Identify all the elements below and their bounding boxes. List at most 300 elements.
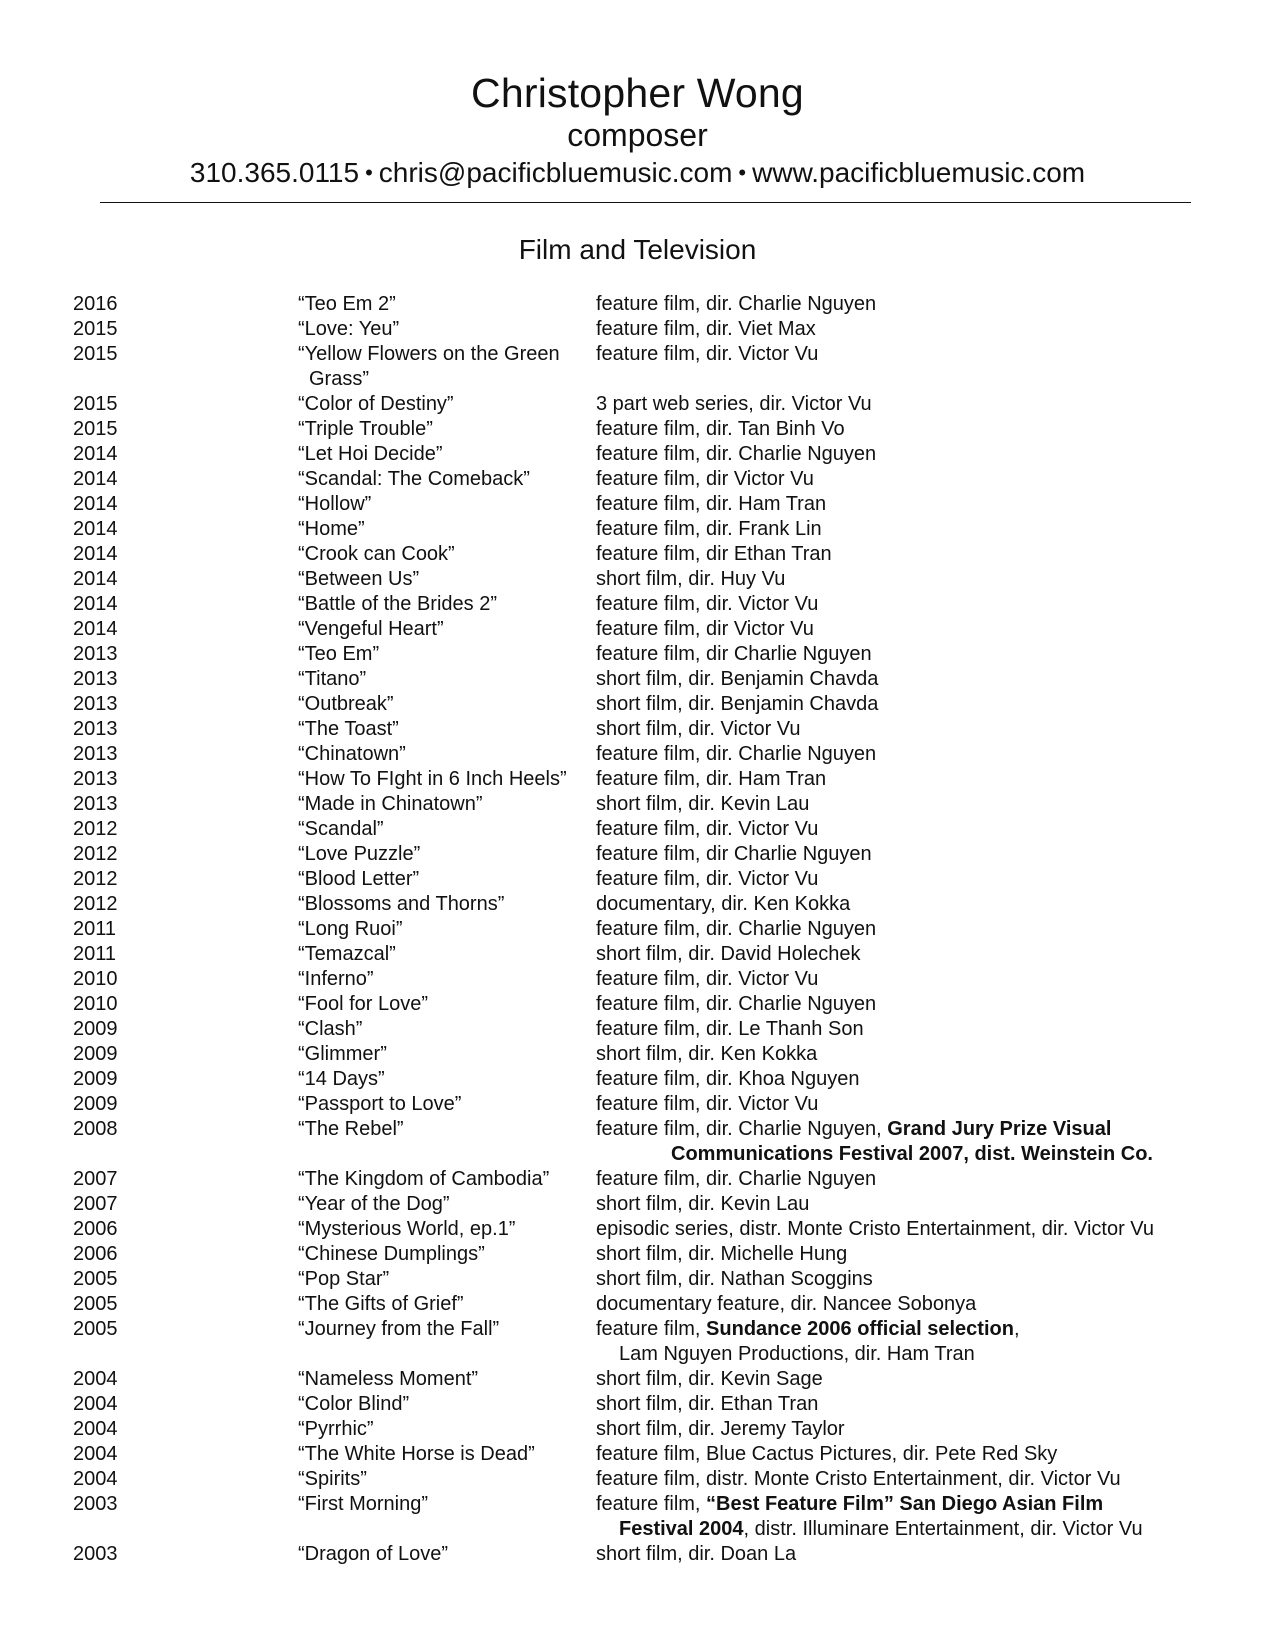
credit-title <box>298 317 399 342</box>
credit-description-line <box>596 593 818 615</box>
credit-title <box>298 792 483 817</box>
credit-description-line <box>596 393 872 415</box>
credit-row <box>0 1217 1275 1242</box>
credit-title-text: “Long Ruoi” <box>298 918 403 940</box>
credit-description <box>596 867 818 892</box>
credit-description <box>596 642 872 667</box>
credit-year: 2006 <box>73 1218 118 1240</box>
credit-description-text: episodic series, distr. Monte Cristo Entertainment, dir. Victor Vu <box>596 1218 1155 1240</box>
credit-description-text: short film, dir. Kevin Lau <box>596 1193 810 1215</box>
credit-title-text: “Home” <box>298 518 365 540</box>
credit-year: 2011 <box>73 918 117 940</box>
credit-title <box>298 1192 450 1217</box>
credit-year: 2013 <box>73 643 118 665</box>
credit-year: 2015 <box>73 418 118 440</box>
contact-line <box>0 156 1275 192</box>
credit-title <box>298 592 497 617</box>
credit-description-text: feature film, <box>596 1493 707 1515</box>
credit-title <box>298 567 419 592</box>
credit-title <box>298 817 384 842</box>
credit-award: “Best Feature Film” San Diego Asian Film <box>706 1493 1104 1515</box>
credit-description-text: feature film, dir. Charlie Nguyen <box>596 918 877 940</box>
credit-row <box>0 442 1275 467</box>
credit-description <box>596 692 878 717</box>
credit-description-text: documentary feature, dir. Nancee Sobonya <box>596 1293 977 1315</box>
credit-title <box>298 467 530 492</box>
credit-description-text: short film, dir. Ethan Tran <box>596 1393 819 1415</box>
credit-description <box>596 667 878 692</box>
credit-description <box>596 742 876 767</box>
credit-title <box>298 617 444 642</box>
credit-description-text: short film, dir. Kevin Sage <box>596 1368 823 1390</box>
credit-description-text: short film, dir. Huy Vu <box>596 568 786 590</box>
credit-description <box>596 542 832 567</box>
credit-title-text: “Chinatown” <box>298 743 406 765</box>
credit-description-text: feature film, dir Ethan Tran <box>596 543 832 565</box>
credit-description <box>596 292 876 317</box>
credit-description-line <box>596 1368 823 1390</box>
composer-name: Christopher Wong <box>471 70 804 116</box>
credit-description-text: feature film, dir. Charlie Nguyen <box>596 743 877 765</box>
credit-title <box>298 1542 448 1567</box>
credit-award-continued: Festival 2004 <box>619 1518 744 1540</box>
credit-row <box>0 767 1275 792</box>
credit-title <box>298 1417 374 1442</box>
credit-description-text: feature film, dir. Charlie Nguyen <box>596 1168 877 1190</box>
credit-title-text: “Titano” <box>298 668 367 690</box>
credit-row <box>0 742 1275 767</box>
credit-description-text: feature film, distr. Monte Cristo Entertainment, dir. Victor Vu <box>596 1468 1121 1490</box>
credit-title-text: “Let Hoi Decide” <box>298 443 443 465</box>
credit-year: 2015 <box>73 343 118 365</box>
credit-year: 2012 <box>73 818 118 840</box>
credit-description <box>596 1042 817 1067</box>
credit-description <box>596 1542 796 1567</box>
credit-description <box>596 1192 809 1217</box>
credit-description-text: feature film, dir. Victor Vu <box>596 343 819 365</box>
credit-description-line <box>596 968 818 990</box>
credit-description-text: feature film, dir Victor Vu <box>596 618 814 640</box>
credit-title-text: “Pyrrhic” <box>298 1418 374 1440</box>
credit-row <box>0 667 1275 692</box>
credit-description-line <box>596 1193 809 1215</box>
credit-year: 2013 <box>73 768 118 790</box>
credit-title-text: “Scandal: The Comeback” <box>298 468 530 490</box>
credit-row <box>0 417 1275 442</box>
credit-row <box>0 1392 1275 1417</box>
credit-row <box>0 967 1275 992</box>
credit-description-line <box>596 843 872 865</box>
credit-year: 2012 <box>73 893 118 915</box>
credit-description-line <box>596 868 818 890</box>
phone-number[interactable]: 310.365.0115 <box>189 157 360 188</box>
credit-row <box>0 392 1275 417</box>
credit-description <box>596 1467 1121 1492</box>
credit-description-line <box>596 1493 1103 1515</box>
credit-title-text: “14 Days” <box>298 1068 385 1090</box>
credit-description-text: short film, dir. Michelle Hung <box>596 1243 848 1265</box>
credit-description-line <box>596 1093 818 1115</box>
credit-title-text: “Journey from the Fall” <box>298 1318 500 1340</box>
credit-title <box>298 1117 404 1142</box>
credit-year: 2014 <box>73 568 118 590</box>
credit-description-line <box>596 793 809 815</box>
credit-description-text: feature film, dir. Victor Vu <box>596 1093 819 1115</box>
credit-description-line <box>596 993 876 1015</box>
credit-row <box>0 867 1275 892</box>
credit-year: 2014 <box>73 518 118 540</box>
credit-row <box>0 1267 1275 1292</box>
credit-description-line <box>596 418 845 440</box>
credit-title-text: “Crook can Cook” <box>298 543 455 565</box>
credit-title <box>298 517 365 542</box>
credit-row <box>0 692 1275 717</box>
credit-description-line <box>596 1418 845 1440</box>
credit-description <box>596 517 822 542</box>
credit-title-text: “Glimmer” <box>298 1043 387 1065</box>
credit-description-line <box>596 1168 876 1190</box>
credit-row <box>0 892 1275 917</box>
credit-title <box>298 942 396 967</box>
credit-description-line <box>596 543 832 565</box>
credit-title <box>298 1242 485 1267</box>
credit-year: 2012 <box>73 843 118 865</box>
credit-title <box>298 892 504 917</box>
credit-description-line <box>596 768 826 790</box>
credit-year: 2003 <box>73 1543 118 1565</box>
credit-year: 2015 <box>73 318 118 340</box>
credit-year: 2014 <box>73 468 118 490</box>
credit-title-text: “Pop Star” <box>298 1268 390 1290</box>
credit-row <box>0 1167 1275 1192</box>
credit-year: 2009 <box>73 1093 118 1115</box>
credit-title <box>298 1292 464 1317</box>
credit-year: 2008 <box>73 1118 118 1140</box>
credit-description-line <box>596 743 876 765</box>
credit-description <box>596 967 818 992</box>
credit-row <box>0 1292 1275 1317</box>
credit-title <box>298 342 560 392</box>
credit-row <box>0 1067 1275 1092</box>
credit-year: 2007 <box>73 1193 118 1215</box>
credit-description-line <box>596 1393 818 1415</box>
credit-description-text: feature film, dir. Le Thanh Son <box>596 1018 864 1040</box>
credit-description-text: feature film, dir. Tan Binh Vo <box>596 418 845 440</box>
credit-description-text: short film, dir. Jeremy Taylor <box>596 1418 845 1440</box>
credit-description <box>596 1417 845 1442</box>
credit-description <box>596 492 826 517</box>
credit-title <box>298 392 454 417</box>
credit-description-line <box>596 568 785 590</box>
credit-year: 2006 <box>73 1243 118 1265</box>
credit-row <box>0 1017 1275 1042</box>
credit-description <box>596 917 876 942</box>
credit-title <box>298 717 399 742</box>
credit-award-continued: Communications Festival 2007, dist. Weinstein Co. <box>671 1143 1153 1165</box>
credit-description-line <box>596 1268 873 1290</box>
credit-row <box>0 1367 1275 1392</box>
credit-description-continued <box>596 342 818 367</box>
credit-row <box>0 342 1275 392</box>
credit-title-text: “Temazcal” <box>298 943 396 965</box>
credit-title-text: “Passport to Love” <box>298 1093 462 1115</box>
credit-description <box>596 892 850 917</box>
credit-title-text: “Blossoms and Thorns” <box>298 893 505 915</box>
credit-description-text: feature film, dir. Khoa Nguyen <box>596 1068 860 1090</box>
credit-description <box>596 1067 859 1092</box>
credit-year: 2009 <box>73 1068 118 1090</box>
credit-description <box>596 1442 1057 1467</box>
credit-description-text: 3 part web series, dir. Victor Vu <box>596 393 872 415</box>
credit-row <box>0 292 1275 317</box>
credit-year: 2009 <box>73 1043 118 1065</box>
credit-description-text: feature film, dir. Charlie Nguyen <box>596 293 877 315</box>
credit-description-line <box>596 668 878 690</box>
credit-description-line <box>596 318 816 340</box>
credit-description-line <box>596 1118 1111 1140</box>
credit-row <box>0 592 1275 617</box>
credit-description-text: short film, dir. Ken Kokka <box>596 1043 818 1065</box>
credit-description-line <box>596 1318 1020 1340</box>
credit-description-line <box>596 1468 1121 1490</box>
credit-description <box>596 842 872 867</box>
credit-year: 2010 <box>73 968 118 990</box>
credit-description-text: short film, dir. Doan La <box>596 1543 797 1565</box>
credit-description-text: feature film, dir. Frank Lin <box>596 518 822 540</box>
credit-description <box>596 442 876 467</box>
credit-description-line <box>596 1543 796 1565</box>
credit-description-text: feature film, Blue Cactus Pictures, dir. Pete Red Sky <box>596 1443 1058 1465</box>
credit-title-text: “Triple Trouble” <box>298 418 433 440</box>
credits-list <box>0 292 1275 1567</box>
credit-description-text: Lam Nguyen Productions, dir. Ham Tran <box>619 1343 975 1365</box>
credit-row <box>0 1317 1275 1367</box>
credit-description <box>596 1392 818 1417</box>
credit-description-line <box>596 443 876 465</box>
credit-title-text: “Nameless Moment” <box>298 1368 479 1390</box>
credit-row <box>0 717 1275 742</box>
credit-description-line <box>596 918 876 940</box>
credit-title-text: “Blood Letter” <box>298 868 420 890</box>
credit-title-text: “Between Us” <box>298 568 420 590</box>
credit-description <box>596 1367 823 1392</box>
credit-title-text: “Hollow” <box>298 493 372 515</box>
credit-year: 2013 <box>73 743 118 765</box>
credit-description <box>596 392 872 417</box>
credit-year: 2010 <box>73 993 118 1015</box>
credit-title <box>298 442 443 467</box>
resume-header <box>0 70 1275 192</box>
credit-title <box>298 917 403 942</box>
credit-year: 2005 <box>73 1268 118 1290</box>
credit-description-continued <box>596 1142 1153 1167</box>
credit-description-text: short film, dir. Victor Vu <box>596 718 801 740</box>
credit-description-line <box>596 1043 817 1065</box>
credit-title-text: “Teo Em 2” <box>298 293 396 315</box>
credit-year: 2011 <box>73 943 117 965</box>
credit-year: 2012 <box>73 868 118 890</box>
website-link[interactable]: www.pacificbluemusic.com <box>752 157 1086 188</box>
credit-year: 2004 <box>73 1468 118 1490</box>
credit-year: 2014 <box>73 443 118 465</box>
credit-title-text: “Love Puzzle” <box>298 843 421 865</box>
credit-description-line <box>596 693 878 715</box>
credit-title-text: “First Morning” <box>298 1493 429 1515</box>
credit-row <box>0 1442 1275 1467</box>
credit-title <box>298 292 396 317</box>
credit-title <box>298 1392 409 1417</box>
profession-label: composer <box>567 117 708 153</box>
credit-description <box>596 1217 1154 1242</box>
credit-title <box>298 692 394 717</box>
credit-title <box>298 1167 549 1192</box>
credit-description-line <box>596 643 872 665</box>
credit-description-line <box>596 818 818 840</box>
credit-description-text: feature film, dir. Victor Vu <box>596 868 819 890</box>
bullet-separator: • <box>365 160 373 185</box>
credit-title <box>298 1442 535 1467</box>
credit-description <box>596 1017 864 1042</box>
credit-title-text: “The Kingdom of Cambodia” <box>298 1168 550 1190</box>
credit-row <box>0 792 1275 817</box>
credit-row <box>0 1042 1275 1067</box>
credit-year: 2014 <box>73 593 118 615</box>
credit-description <box>596 617 814 642</box>
credit-title <box>298 642 379 667</box>
email-link[interactable]: chris@pacificbluemusic.com <box>378 157 733 188</box>
credit-title <box>298 992 428 1017</box>
credit-year: 2016 <box>73 293 118 315</box>
credit-description-text: feature film, dir. Victor Vu <box>596 968 819 990</box>
credit-year: 2009 <box>73 1018 118 1040</box>
credit-row <box>0 1492 1275 1542</box>
credit-row <box>0 542 1275 567</box>
credit-title <box>298 542 455 567</box>
credit-year: 2007 <box>73 1168 118 1190</box>
credit-description-continued <box>596 1342 1020 1367</box>
credit-title <box>298 492 371 517</box>
credit-row <box>0 1467 1275 1492</box>
credit-row <box>0 917 1275 942</box>
credit-title <box>298 1092 461 1117</box>
credit-year: 2013 <box>73 668 118 690</box>
credit-description-text: feature film, dir. Victor Vu <box>596 818 819 840</box>
credit-description <box>596 1292 976 1317</box>
credit-year: 2014 <box>73 493 118 515</box>
credit-description-line <box>596 493 826 515</box>
credit-row <box>0 1417 1275 1442</box>
credit-year: 2013 <box>73 718 118 740</box>
credit-row <box>0 617 1275 642</box>
credit-description <box>596 992 876 1017</box>
credit-description <box>596 317 816 342</box>
credit-description-line <box>596 1218 1154 1240</box>
credit-title-continued: Grass” <box>309 368 369 390</box>
credit-row <box>0 842 1275 867</box>
credit-description <box>596 1492 1143 1542</box>
credit-row <box>0 1242 1275 1267</box>
credit-description-line <box>596 1293 976 1315</box>
credit-description-text: short film, dir. David Holechek <box>596 943 861 965</box>
credit-row <box>0 467 1275 492</box>
credit-title-text: “Year of the Dog” <box>298 1193 450 1215</box>
credit-description-text: feature film, dir Victor Vu <box>596 468 814 490</box>
credit-title <box>298 667 366 692</box>
credit-title-text: “Dragon of Love” <box>298 1543 449 1565</box>
credit-title-text: “Color Blind” <box>298 1393 410 1415</box>
credit-title <box>298 742 406 767</box>
credit-title <box>298 1017 362 1042</box>
credit-description-text: feature film, dir Charlie Nguyen <box>596 843 872 865</box>
header-divider <box>100 202 1191 203</box>
credit-title-text: “Vengeful Heart” <box>298 618 444 640</box>
credit-title <box>298 1367 478 1392</box>
credit-row <box>0 567 1275 592</box>
credit-description <box>596 1267 873 1292</box>
credit-description-text: short film, dir. Benjamin Chavda <box>596 668 879 690</box>
credit-year: 2014 <box>73 543 118 565</box>
credit-title <box>298 1217 515 1242</box>
credit-year: 2004 <box>73 1368 118 1390</box>
credit-title <box>298 1067 385 1092</box>
credit-description <box>596 1242 847 1267</box>
credit-description-text: short film, dir. Nathan Scoggins <box>596 1268 873 1290</box>
credit-year: 2004 <box>73 1418 118 1440</box>
credit-row <box>0 1092 1275 1117</box>
credit-title-text: “Clash” <box>298 1018 363 1040</box>
credit-description-text: feature film, dir Charlie Nguyen <box>596 643 872 665</box>
credit-description-text: feature film, dir. Charlie Nguyen <box>596 993 877 1015</box>
credit-description-text: feature film, dir. Ham Tran <box>596 768 827 790</box>
credit-title-text: “Color of Destiny” <box>298 393 454 415</box>
credit-row <box>0 517 1275 542</box>
credit-title-text: “Love: Yeu” <box>298 318 400 340</box>
credit-title <box>298 1267 389 1292</box>
credit-year: 2004 <box>73 1393 118 1415</box>
credit-title-text: “The Toast” <box>298 718 399 740</box>
bullet-separator: • <box>738 160 747 185</box>
credit-year: 2013 <box>73 693 118 715</box>
credit-description <box>596 592 818 617</box>
credit-row <box>0 492 1275 517</box>
credit-row <box>0 1117 1275 1167</box>
credit-title <box>298 417 433 442</box>
credit-award: Grand Jury Prize Visual <box>887 1118 1112 1140</box>
credit-title <box>298 1317 499 1342</box>
credit-row <box>0 817 1275 842</box>
credit-description-line <box>596 518 822 540</box>
credit-description <box>596 817 818 842</box>
credit-title <box>298 767 567 792</box>
credit-title <box>298 967 374 992</box>
credit-row <box>0 992 1275 1017</box>
credit-description <box>596 417 845 442</box>
credit-title-text: “Scandal” <box>298 818 384 840</box>
credit-description-line <box>596 293 876 315</box>
credit-title-text: “The Gifts of Grief” <box>298 1293 464 1315</box>
section-title: Film and Television <box>518 234 757 265</box>
credit-description <box>596 767 826 792</box>
credit-description <box>596 467 814 492</box>
credit-title-text: “Battle of the Brides 2” <box>298 593 497 615</box>
credit-row <box>0 942 1275 967</box>
credit-award: Sundance 2006 official selection <box>706 1318 1014 1340</box>
credit-description <box>596 1167 876 1192</box>
credit-title-text: “Spirits” <box>298 1468 367 1490</box>
credit-year: 2005 <box>73 1318 118 1340</box>
credit-description <box>596 342 818 367</box>
credit-description-line <box>596 1018 864 1040</box>
